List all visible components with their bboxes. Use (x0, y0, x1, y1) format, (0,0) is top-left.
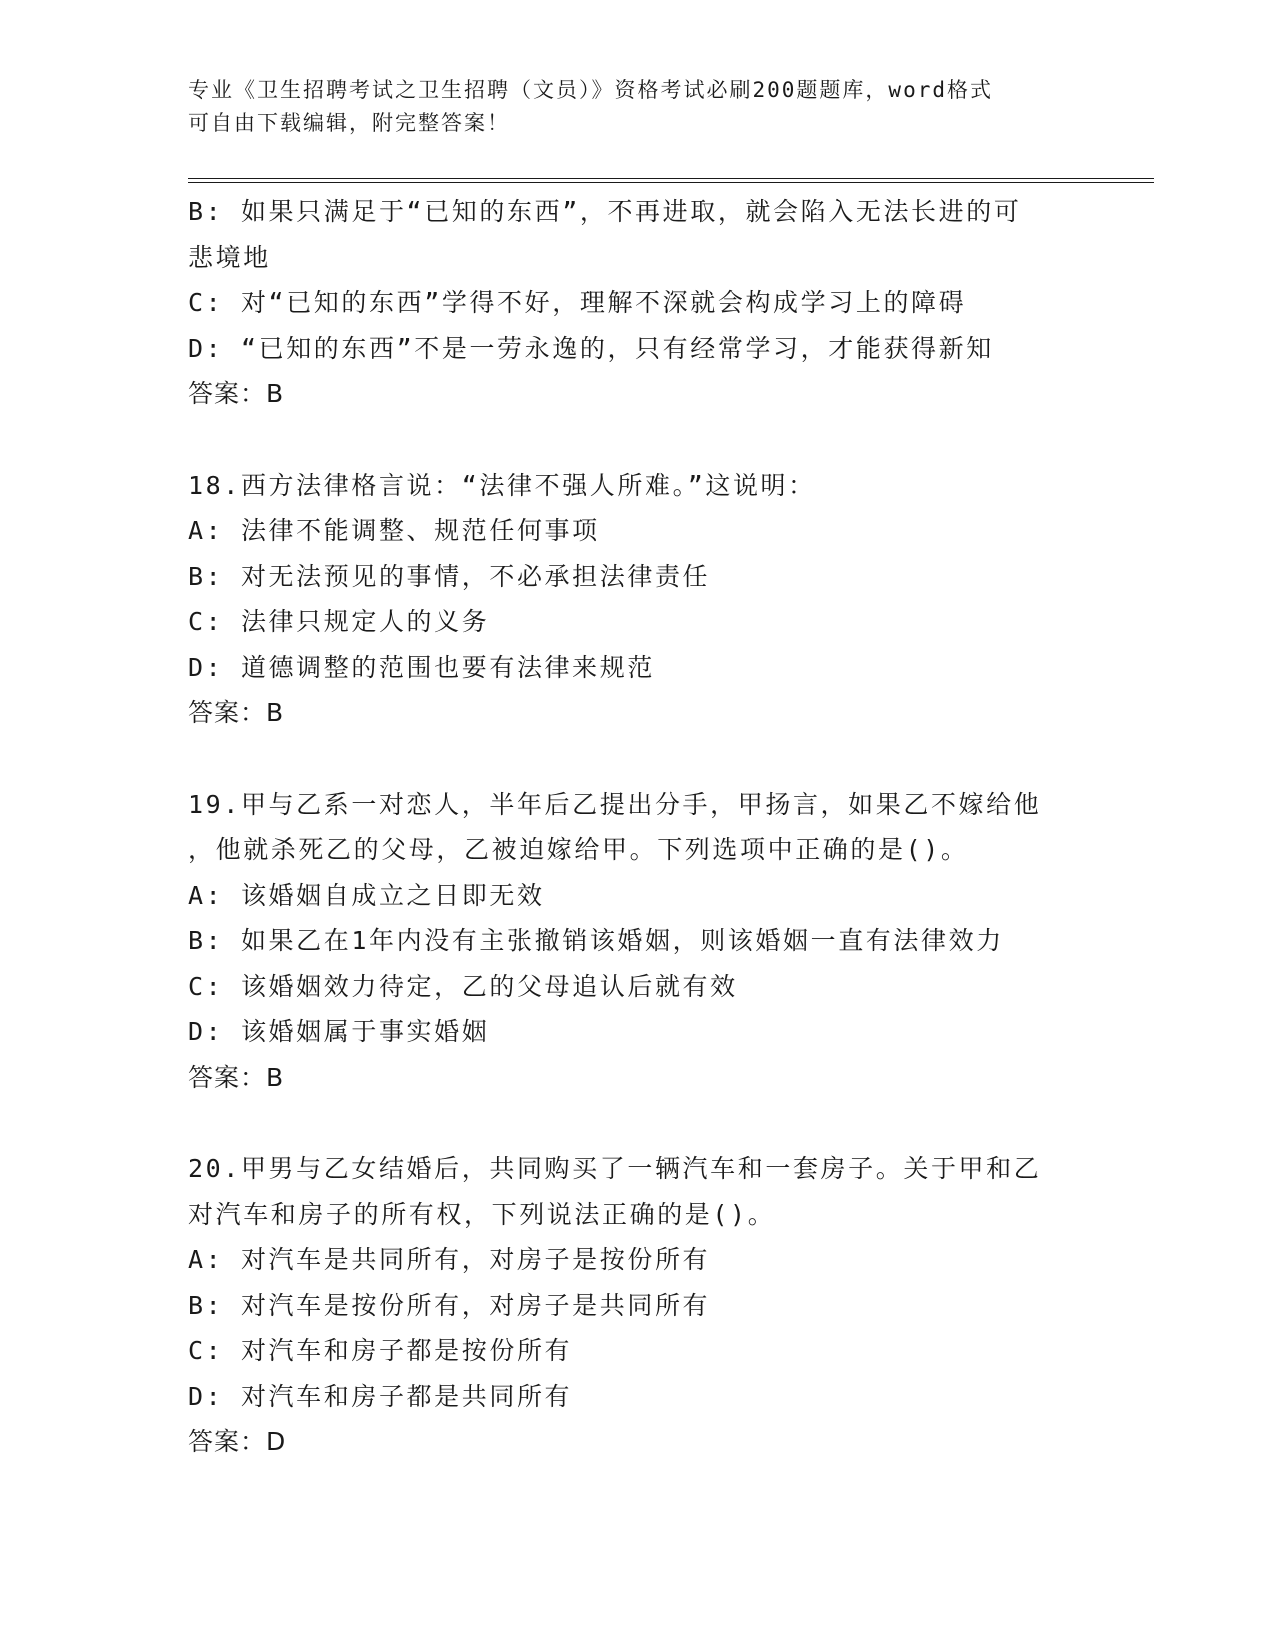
answer-line: 答案：B (188, 379, 285, 408)
header-title-line-1: 专业《卫生招聘考试之卫生招聘（文员）》资格考试必刷200题题库，word格式 (188, 78, 993, 102)
option-d: D: “已知的东西”不是一劳永逸的，只有经常学习，才能获得新知 (188, 333, 994, 363)
document-header (188, 74, 1088, 140)
question-stem-line-1: 19.甲与乙系一对恋人，半年后乙提出分手，甲扬言，如果乙不嫁给他 (188, 789, 1042, 819)
option-c: C: 对汽车和房子都是按份所有 (188, 1336, 573, 1365)
option-b: B: 对汽车是按份所有，对房子是共同所有 (188, 1290, 711, 1320)
header-title-line-2: 可自由下载编辑，附完整答案！ (188, 111, 510, 135)
header-divider-bottom (188, 182, 1154, 183)
spacer (188, 417, 1078, 463)
question-18 (188, 463, 1078, 736)
option-d: D: 道德调整的范围也要有法律来规范 (188, 652, 655, 682)
spacer (188, 736, 1078, 782)
option-a: A: 法律不能调整、规范任何事项 (188, 516, 600, 545)
question-19 (188, 782, 1078, 1101)
option-b-line-2: 悲境地 (188, 242, 271, 272)
option-a: A: 对汽车是共同所有，对房子是按份所有 (188, 1245, 711, 1274)
option-c: C: 对“已知的东西”学得不好，理解不深就会构成学习上的障碍 (188, 288, 967, 317)
option-d: D: 对汽车和房子都是共同所有 (188, 1381, 573, 1411)
answer-line: 答案：B (188, 1062, 285, 1092)
option-c: C: 法律只规定人的义务 (188, 607, 490, 636)
option-b: B: 对无法预见的事情，不必承担法律责任 (188, 561, 711, 591)
question-17-continued (188, 189, 1078, 417)
question-20 (188, 1146, 1078, 1465)
option-c: C: 该婚姻效力待定，乙的父母追认后就有效 (188, 971, 738, 1001)
option-b-line-1: B: 如果只满足于“已知的东西”，不再进取，就会陷入无法长进的可 (188, 197, 1022, 226)
option-d: D: 该婚姻属于事实婚姻 (188, 1017, 490, 1046)
question-stem-line-1: 20.甲男与乙女结婚后，共同购买了一辆汽车和一套房子。关于甲和乙 (188, 1154, 1042, 1183)
document-body (188, 189, 1078, 1465)
question-stem-line-2: ，他就杀死乙的父母，乙被迫嫁给甲。下列选项中正确的是()。 (188, 835, 969, 864)
option-b: B: 如果乙在1年内没有主张撤销该婚姻，则该婚姻一直有法律效力 (188, 926, 1004, 955)
question-stem: 18.西方法律格言说：“法律不强人所难。”这说明： (188, 470, 816, 500)
answer-line: 答案：B (188, 698, 285, 727)
spacer (188, 1100, 1078, 1146)
question-stem-line-2: 对汽车和房子的所有权，下列说法正确的是()。 (188, 1199, 776, 1229)
answer-line: 答案：D (188, 1427, 287, 1456)
header-divider-top (188, 178, 1154, 179)
option-a: A: 该婚姻自成立之日即无效 (188, 880, 545, 910)
